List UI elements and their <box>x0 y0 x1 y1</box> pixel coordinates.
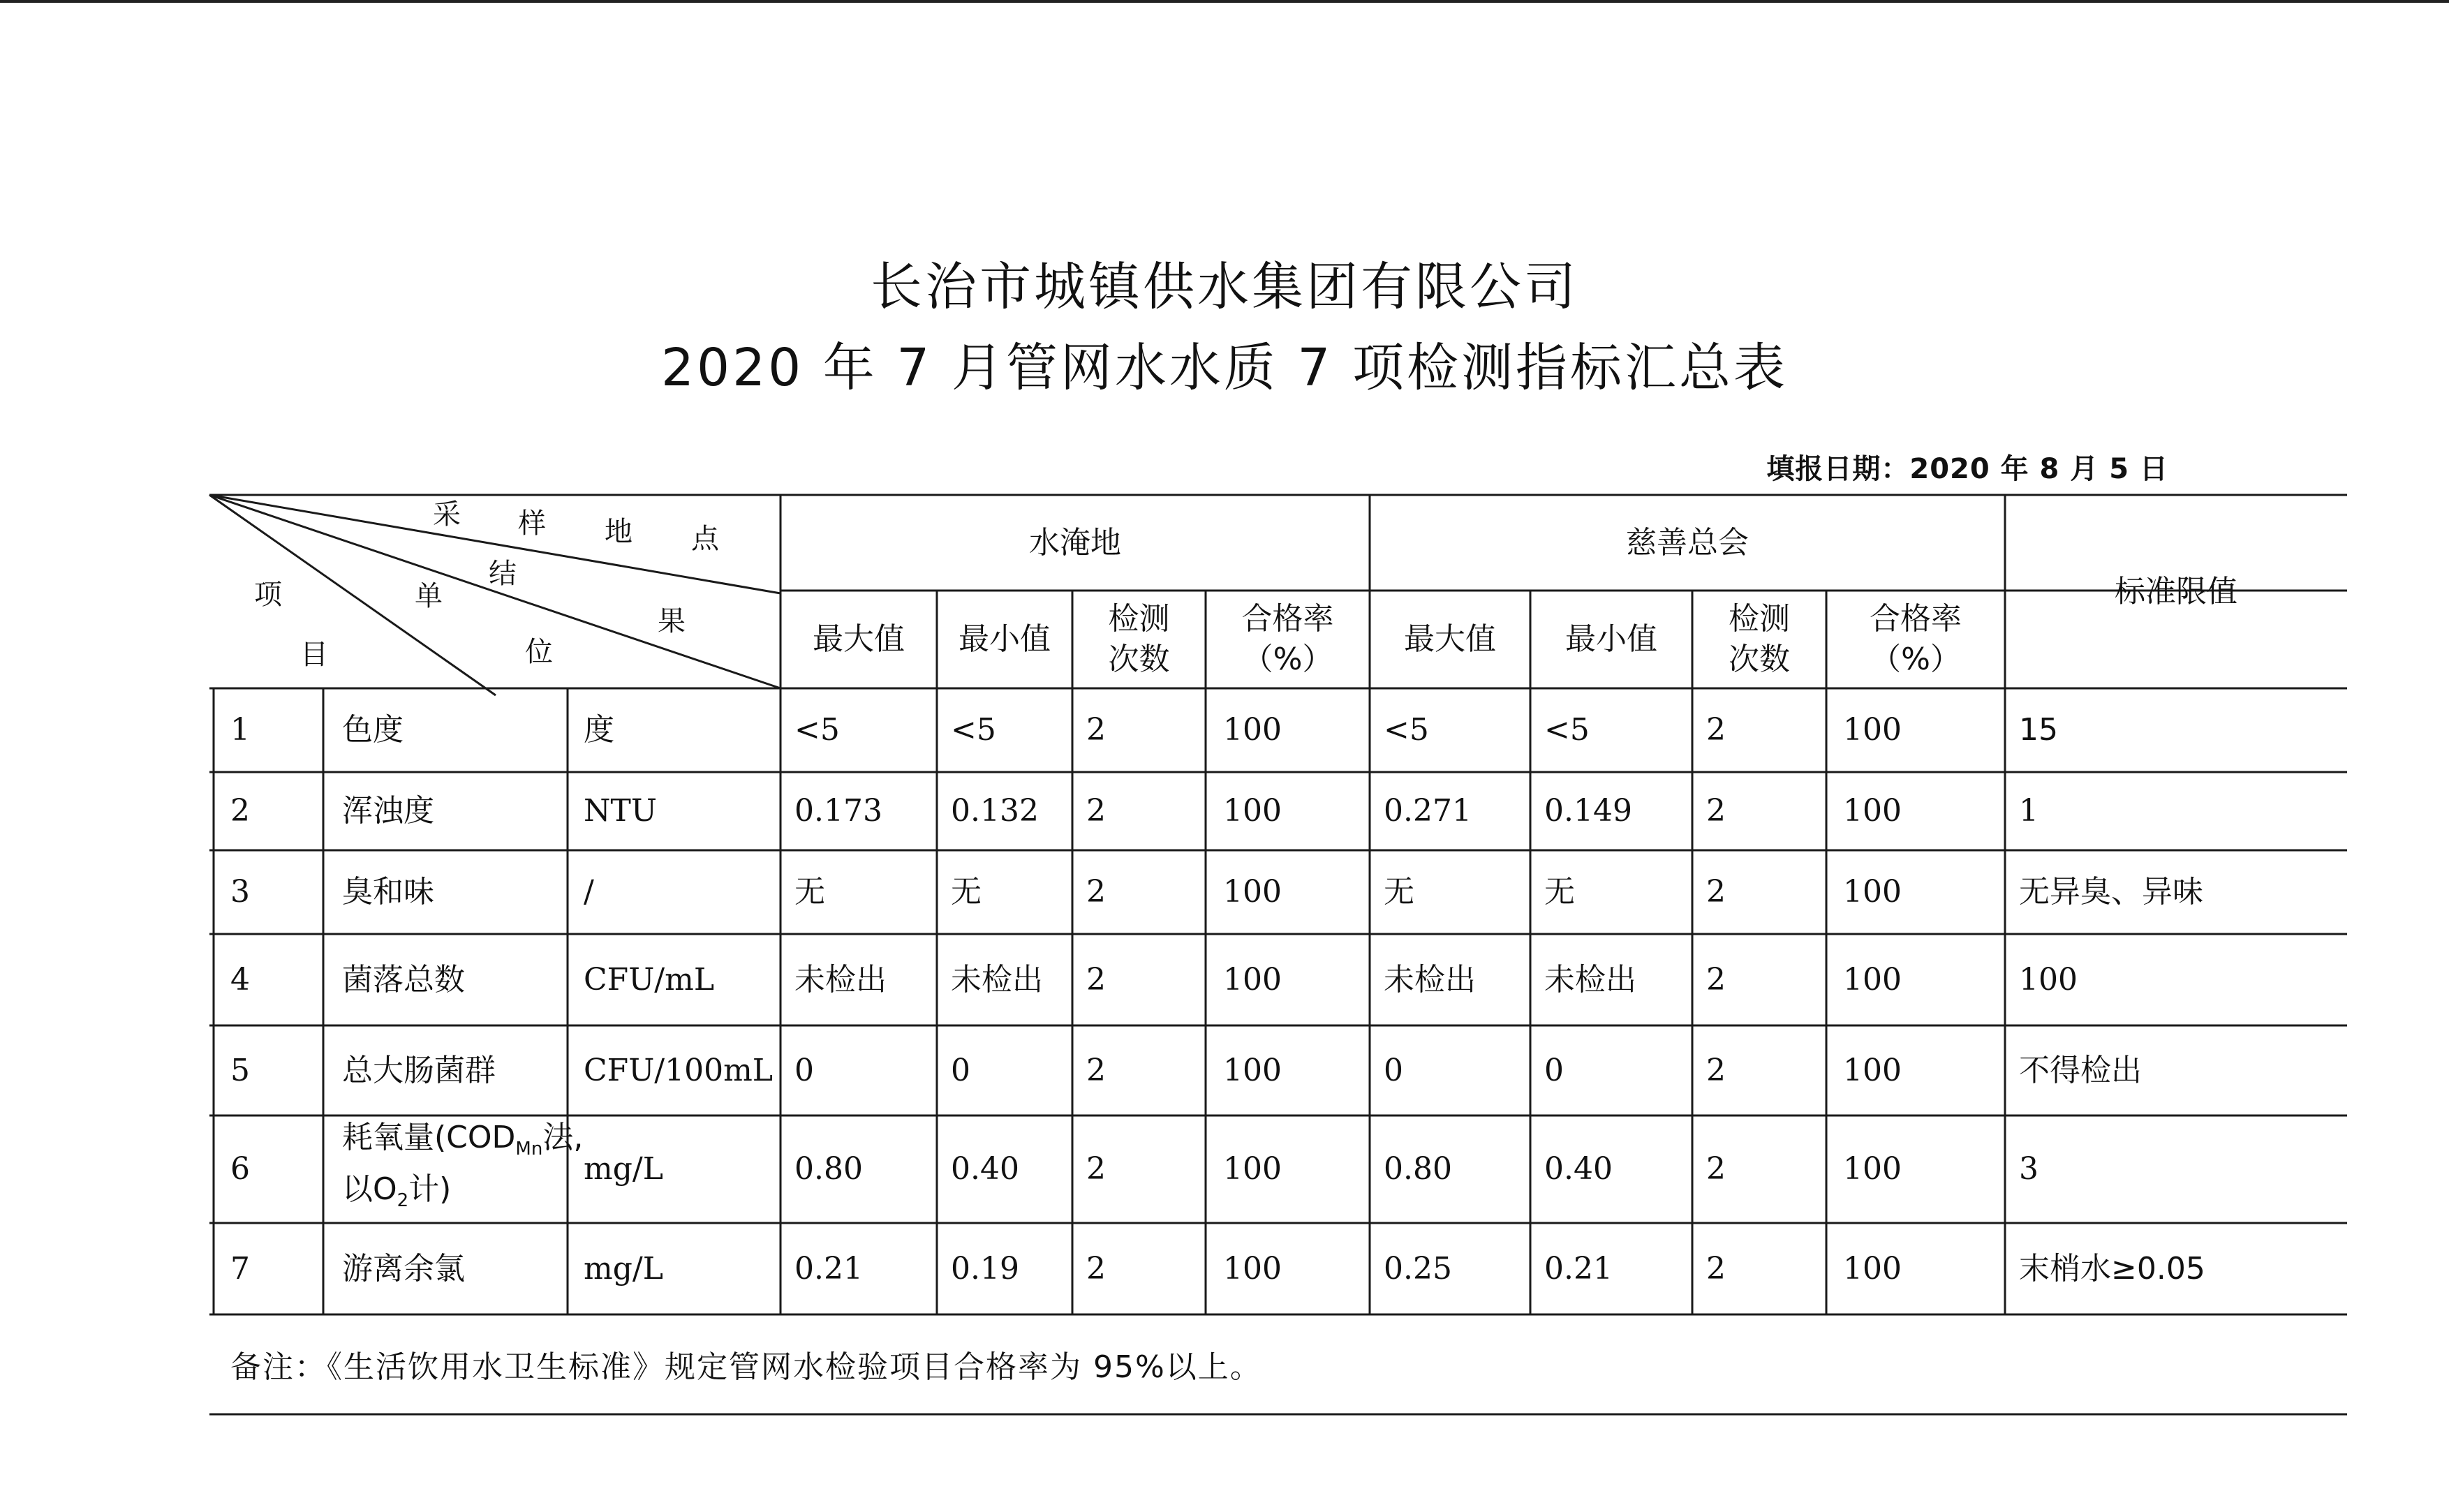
site2-rate-header <box>1826 591 2005 688</box>
site1-rate-header <box>1206 591 1370 688</box>
row-item-line-1: 耗氧量($COD_{Mn}$法, <box>342 1120 584 1159</box>
corner-site-1: 采 <box>433 498 461 531</box>
row-limit: 1 <box>2019 793 2039 829</box>
report-title: 2020 年 7 月管网水水质 7 项检测指标汇总表 <box>660 338 1789 398</box>
rate-label-1: 合格率 <box>1241 601 1334 637</box>
corner-site-4: 点 <box>691 523 719 555</box>
row-unit: / <box>584 874 594 910</box>
site2-count: 2 <box>1706 1151 1726 1187</box>
rate-label-1: 合格率 <box>1870 601 1962 637</box>
site1-min: <5 <box>951 712 996 748</box>
site1-rate: 100 <box>1223 1151 1282 1187</box>
site1-min: 无 <box>951 874 982 910</box>
row-item: 游离余氯 <box>342 1250 465 1287</box>
site2-max: 未检出 <box>1384 961 1476 998</box>
site2-rate: 100 <box>1843 961 1902 998</box>
rate-label-2: （%） <box>1242 642 1333 677</box>
site1-min: 0.40 <box>951 1151 1019 1187</box>
site2-rate: 100 <box>1843 874 1902 910</box>
count-label-2: 次数 <box>1729 642 1790 677</box>
row-no: 7 <box>230 1250 250 1287</box>
site1-max-header: 最大值 <box>813 621 905 657</box>
site1-header: 水淹地 <box>1029 524 1121 561</box>
site2-max: 0.80 <box>1384 1151 1452 1187</box>
row-limit: 15 <box>2019 712 2058 748</box>
site2-header: 慈善总会 <box>1626 524 1749 561</box>
site2-count: 2 <box>1706 1052 1726 1088</box>
site1-count: 2 <box>1086 1151 1106 1187</box>
count-label-2: 次数 <box>1108 642 1170 677</box>
site1-max: 未检出 <box>794 961 887 998</box>
site1-count: 2 <box>1086 874 1106 910</box>
row-no: 6 <box>230 1151 250 1187</box>
corner-unit-1: 单 <box>415 580 443 612</box>
site1-max: 0.173 <box>794 793 882 829</box>
site1-rate: 100 <box>1223 712 1282 748</box>
site2-max: 0 <box>1384 1052 1403 1088</box>
site2-rate: 100 <box>1843 1052 1902 1088</box>
fill-date: 填报日期：2020 年 8 月 5 日 <box>1766 453 2168 485</box>
count-label-1: 检测 <box>1729 601 1790 637</box>
corner-site-3: 地 <box>605 516 632 548</box>
site2-min: 0.149 <box>1544 793 1632 829</box>
row-unit: mg/L <box>584 1151 663 1187</box>
standard-header: 标准限值 <box>2115 573 2237 609</box>
row-unit: CFU/100mL <box>584 1052 774 1088</box>
site2-rate: 100 <box>1843 793 1902 829</box>
site1-count: 2 <box>1086 1052 1106 1088</box>
site2-max: 0.25 <box>1384 1250 1452 1287</box>
site2-max: <5 <box>1384 712 1429 748</box>
site2-max-header: 最大值 <box>1404 621 1496 657</box>
site2-rate: 100 <box>1843 712 1902 748</box>
row-unit: mg/L <box>584 1250 663 1287</box>
corner-unit-2: 位 <box>525 636 553 668</box>
site2-min: 无 <box>1544 874 1575 910</box>
row-unit: CFU/mL <box>584 961 715 998</box>
site1-count: 2 <box>1086 793 1106 829</box>
site2-count: 2 <box>1706 793 1726 829</box>
site1-rate: 100 <box>1223 1052 1282 1088</box>
corner-site-2: 样 <box>518 507 546 540</box>
site2-min: 0 <box>1544 1052 1564 1088</box>
row-item-line-2: 以$O_2$计) <box>342 1171 452 1211</box>
site2-min: 未检出 <box>1544 961 1636 998</box>
site1-min: 0 <box>951 1052 970 1088</box>
row-unit: 度 <box>584 712 614 748</box>
site1-min: 0.132 <box>951 793 1039 829</box>
site2-min: <5 <box>1544 712 1590 748</box>
row-item: 臭和味 <box>342 874 434 910</box>
site1-max: 0.21 <box>794 1250 863 1287</box>
site1-count: 2 <box>1086 712 1106 748</box>
site2-count: 2 <box>1706 1250 1726 1287</box>
site1-rate: 100 <box>1223 793 1282 829</box>
row-limit: 无异臭、异味 <box>2019 874 2203 910</box>
corner-result-1: 结 <box>489 558 517 590</box>
row-item: 浑浊度 <box>342 793 434 829</box>
site2-rate: 100 <box>1843 1151 1902 1187</box>
row-no: 4 <box>230 961 250 998</box>
row-limit: 100 <box>2019 961 2078 998</box>
site2-count: 2 <box>1706 874 1726 910</box>
site1-max: 0 <box>794 1052 814 1088</box>
row-limit: 末梢水≥0.05 <box>2019 1250 2205 1287</box>
row-no: 2 <box>230 793 250 829</box>
site1-min: 0.19 <box>951 1250 1019 1287</box>
site2-min-header: 最小值 <box>1565 621 1657 657</box>
site1-min-header: 最小值 <box>959 621 1051 657</box>
site1-rate: 100 <box>1223 1250 1282 1287</box>
corner-item-1: 项 <box>254 579 282 611</box>
footnote: 备注：《生活饮用水卫生标准》规定管网水检验项目合格率为 95%以上。 <box>230 1349 1262 1385</box>
site1-count: 2 <box>1086 1250 1106 1287</box>
site2-min: 0.21 <box>1544 1250 1613 1287</box>
site2-min: 0.40 <box>1544 1151 1613 1187</box>
site1-max: <5 <box>794 712 840 748</box>
row-no: 3 <box>230 874 250 910</box>
row-limit: 不得检出 <box>2019 1052 2142 1088</box>
row-item <box>342 1116 583 1223</box>
corner-result-2: 果 <box>658 605 686 637</box>
corner-item-2: 目 <box>300 639 328 671</box>
site2-count: 2 <box>1706 961 1726 998</box>
company-title: 长治市城镇供水集团有限公司 <box>871 257 1578 317</box>
site1-max: 无 <box>794 874 825 910</box>
row-item: 总大肠菌群 <box>342 1052 496 1088</box>
row-limit: 3 <box>2019 1151 2039 1187</box>
site2-max: 无 <box>1384 874 1414 910</box>
row-item: 色度 <box>342 712 404 748</box>
site1-rate: 100 <box>1223 874 1282 910</box>
site1-count: 2 <box>1086 961 1106 998</box>
rate-label-2: （%） <box>1870 642 1961 677</box>
row-no: 1 <box>230 712 250 748</box>
count-label-1: 检测 <box>1108 601 1170 637</box>
site1-count-header <box>1072 591 1206 688</box>
site2-max: 0.271 <box>1384 793 1472 829</box>
site2-count: 2 <box>1706 712 1726 748</box>
row-unit: NTU <box>584 793 657 829</box>
site1-max: 0.80 <box>794 1151 863 1187</box>
site2-rate: 100 <box>1843 1250 1902 1287</box>
site1-rate: 100 <box>1223 961 1282 998</box>
row-no: 5 <box>230 1052 250 1088</box>
site2-count-header <box>1692 591 1826 688</box>
row-item: 菌落总数 <box>342 961 465 998</box>
site1-min: 未检出 <box>951 961 1043 998</box>
